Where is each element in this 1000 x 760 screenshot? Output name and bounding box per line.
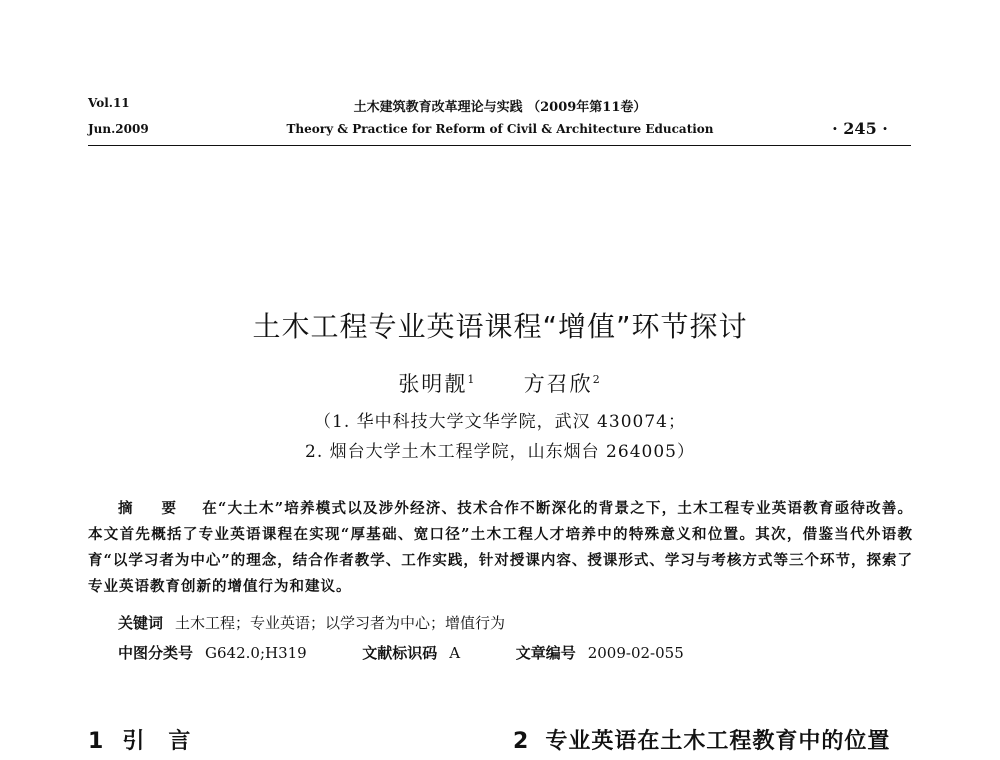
abstract-label: 摘 要	[118, 501, 189, 517]
abstract-text: 在“大土木”培养模式以及涉外经济、技术合作不断深化的背景之下，土木工程专业英语教育亟待改善。本文首先概括了专业英语课程在实现“厚基础、宽口径”土木工程人才培养中的特殊意义和位置。其次，借鉴当代外语教育“以学习者为中心”的理念，结合作者教学、工作实践，针对授课内容、授课形式、学习与考核方式等三个环节，探索了专业英语教育创新的增值行为和建议。	[88, 500, 913, 595]
header-rule	[88, 145, 911, 146]
author-affiliation-mark: 2	[592, 373, 602, 386]
doc-code-value: A	[449, 644, 461, 662]
article-number-value: 2009-02-055	[587, 644, 684, 662]
section-title: 专业英语在土木工程教育中的位置	[545, 729, 891, 754]
journal-title-en: Theory & Practice for Reform of Civil & Architecture Education	[286, 122, 714, 136]
journal-title-cn: 土木建筑教育改革理论与实践 （2009年第11卷）	[353, 100, 647, 115]
clc-value: G642.0;H319	[205, 644, 307, 662]
affiliation-2: 2. 烟台大学土木工程学院，山东烟台 264005）	[305, 442, 695, 462]
clc-label: 中图分类号	[118, 644, 194, 662]
keywords-label: 关键词	[118, 614, 164, 632]
section-title: 引言	[122, 729, 215, 754]
section-heading-2	[513, 724, 890, 755]
author-affiliation-mark: 1	[467, 373, 477, 386]
affiliation-1: （1. 华中科技大学文华学院，武汉 430074；	[314, 412, 686, 432]
section-number: 2	[513, 729, 530, 754]
volume-label: Vol.11	[88, 96, 130, 110]
abstract	[88, 496, 913, 600]
doc-code-label: 文献标识码	[362, 644, 438, 662]
author-name: 方召欣	[523, 372, 593, 396]
article-number-label: 文章编号	[515, 644, 576, 662]
section-number: 1	[88, 729, 105, 754]
author-line	[0, 368, 1000, 398]
author-name: 张明靓	[398, 372, 468, 396]
keywords-text: 土木工程；专业英语；以学习者为中心；增值行为	[175, 614, 506, 632]
page-number: · 245 ·	[832, 119, 888, 138]
issue-date: Jun.2009	[88, 122, 149, 136]
paper-title: 土木工程专业英语课程“增值”环节探讨	[252, 310, 748, 343]
classification-line	[118, 642, 684, 663]
keywords-line	[118, 612, 505, 633]
section-heading-1	[88, 724, 214, 755]
